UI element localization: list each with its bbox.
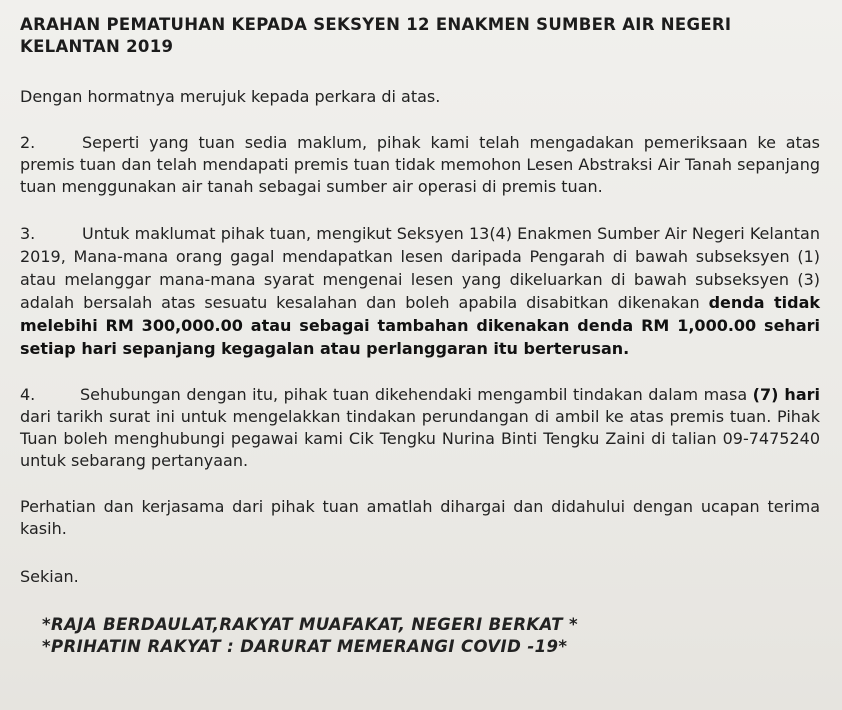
paragraph-3-text: Untuk maklumat pihak tuan, mengikut Seksyen 13(4) Enakmen Sumber Air Negeri Kelantan 2019, Mana-mana orang gagal mendapatkan lesen daripada Pengarah di bawah subseksyen (1) atau melanggar mana-mana syarat mengenai lesen yang dikeluarkan di bawah subseksyen (3) adalah bersalah atas sesuatu kesalahan dan boleh apabila disabitkan dikenakan (20, 224, 820, 312)
paragraph-4-number: 4. (20, 385, 36, 404)
paragraph-2-number: 2. (20, 133, 36, 152)
letter-title (20, 14, 820, 58)
paragraph-4-text-start: Sehubungan dengan itu, pihak tuan dikehendaki mengambil tindakan dalam masa (80, 385, 748, 404)
title-line-1: ARAHAN PEMATUHAN KEPADA SEKSYEN 12 ENAKMEN SUMBER AIR NEGERI (20, 15, 732, 34)
letter-body (20, 14, 820, 658)
title-line-2: KELANTAN 2019 (20, 37, 174, 56)
sign-off: Sekian. (20, 567, 79, 586)
paragraph-4 (20, 384, 820, 472)
paragraph-4-text-end: dari tarikh surat ini untuk mengelakkan tindakan perundangan di ambil ke atas premis tuan. Pihak Tuan boleh menghubungi pegawai kami Cik Tengku Nurina Binti Tengku Zaini di talian 09-7475240 untuk sebarang pertanyaan. (20, 407, 820, 470)
closing-paragraph: Perhatian dan kerjasama dari pihak tuan amatlah dihargai dan didahului dengan ucapan terima kasih. (20, 497, 820, 538)
paragraph-3-penalty-text: denda tidak melebihi RM 300,000.00 atau sebagai tambahan dikenakan denda RM 1,000.00 sehari setiap hari sepanjang kegagalan atau perlanggaran itu berterusan. (20, 293, 821, 358)
paragraph-3 (20, 222, 820, 360)
paragraph-4-deadline: (7) hari (752, 385, 820, 404)
salutation: Dengan hormatnya merujuk kepada perkara di atas. (20, 87, 441, 106)
motto-block (20, 614, 820, 658)
paragraph-3-number: 3. (20, 224, 36, 243)
paragraph-2 (20, 132, 820, 198)
paragraph-2-text: Seperti yang tuan sedia maklum, pihak kami telah mengadakan pemeriksaan ke atas premis tuan dan telah mendapati premis tuan tidak memohon Lesen Abstraksi Air Tanah sepanjang tuan menggunakan air tanah sebagai sumber air operasi di premis tuan. (20, 133, 820, 196)
motto-line-1: *RAJA BERDAULAT,RAKYAT MUAFAKAT, NEGERI BERKAT * (42, 615, 579, 634)
motto-line-2: *PRIHATIN RAKYAT : DARURAT MEMERANGI COVID -19* (42, 637, 568, 656)
